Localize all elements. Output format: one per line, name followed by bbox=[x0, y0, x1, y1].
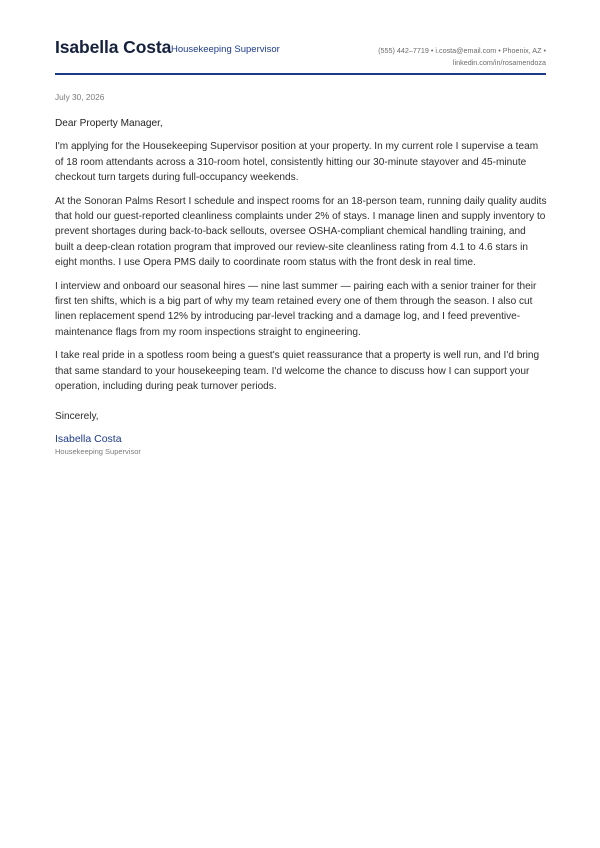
closing: Sincerely, bbox=[55, 410, 99, 422]
letter-body bbox=[55, 116, 547, 458]
salutation: Dear Property Manager, bbox=[55, 118, 163, 129]
paragraph-4: I take real pride in a spotless room being a guest's quiet reassurance that a property is well run, and I'd bring that same standard to your housekeeping team. I'd welcome the chance to discuss how I can support your operation, including during peak turnover periods. bbox=[55, 350, 540, 393]
contact-info bbox=[326, 45, 546, 68]
signature-name: Isabella Costa bbox=[55, 432, 122, 445]
letter-date: July 30, 2026 bbox=[55, 92, 105, 102]
letter-header bbox=[55, 36, 546, 74]
contact-line-2: linkedin.com/in/rosamendoza bbox=[452, 57, 546, 67]
paragraph-2: At the Sonoran Palms Resort I schedule and inspect rooms for an 18-person team, running daily quality audits that hold our guest-reported cleanliness complaints under 2% of stays. I manage linen and supply inventory to prevent shortages during back-to-back sellouts, oversee OSHA-compliant chemical handling training, and built a deep-clean rotation program that improved our review-site cleanliness rating from 4.1 to 4.6 stars in eight months. I use Opera PMS daily to coordinate room status with the front desk in real time. bbox=[55, 195, 547, 269]
applicant-name: Isabella Costa bbox=[55, 37, 172, 57]
applicant-title: Housekeeping Supervisor bbox=[171, 44, 280, 55]
contact-line-1: (555) 442–7719 • i.costa@email.com • Phoenix, AZ • bbox=[378, 46, 546, 55]
signature-title: Housekeeping Supervisor bbox=[55, 446, 141, 456]
paragraph-1: I'm applying for the Housekeeping Supervisor position at your property. In my current role I supervise a team of 18 room attendants across a 310-room hotel, consistently hitting our 30-minute stayover and 45-minute checkout turn targets during full-occupancy weekends. bbox=[55, 141, 539, 184]
paragraph-3: I interview and onboard our seasonal hires — nine last summer — pairing each with a senior trainer for their first ten shifts, which is a big part of why my team retained every one of them through the season. I also cut linen replacement spend 12% by introducing par-level tracking and a damage log, and I feed preventive-maintenance flags from my room inspections straight to engineering. bbox=[55, 280, 537, 338]
header-divider bbox=[55, 73, 546, 75]
